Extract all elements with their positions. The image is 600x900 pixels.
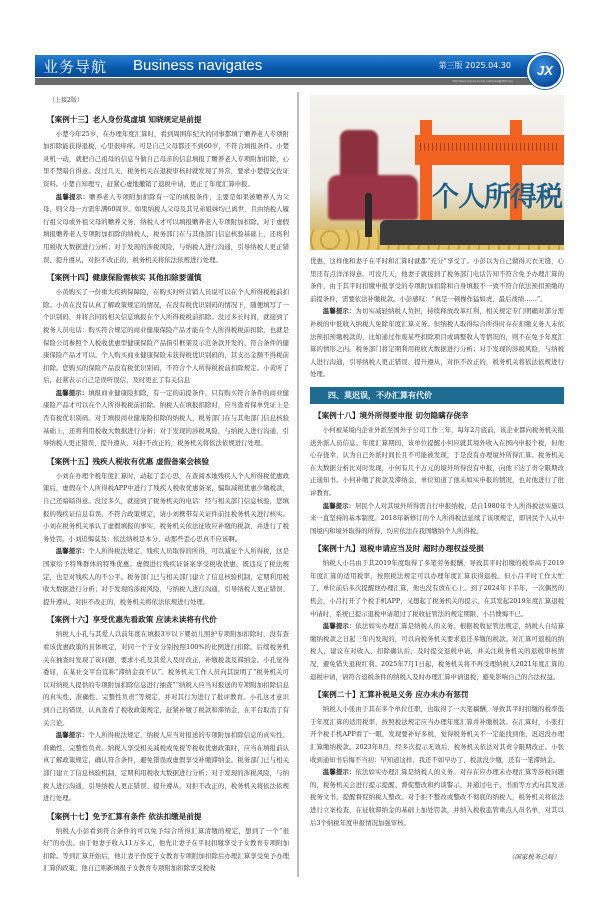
case-17-title: 【案例十七】免予汇算有条件 依法扣缴是前提 (47, 811, 202, 821)
section-heading-4: 四、莫迟误，不办汇算有代价 (310, 387, 564, 404)
case-14-body: 小黄购买了一份重大疾病保障险，在购买时听营销人员说可以在个人所得税税前扣除。小黄在没有认真了解政策规定的情况，在没有税优识别码的情况下，随便填写了一个识别码，并将合同的相关信息填报在个人所得税税前扣除。没过多长时间，就接到了税务人员电话：购买符合规定的商业健康保险产品才能在个人所得税税前扣除，也就是保险公司参照个人税收优惠型健康保险产品指引框架及示范条款开发的、符合条件的健康保险产品才可以。个人购买商业健康保险未获得税优识别码的，其支出金额不得税前扣除。您购买的保险产品没有税优识别码，不符合个人所得税税前扣除规定。小黄听了后，赶紧表示自己是误听误信，及时更正了有关信息 (43, 288, 289, 385)
column-divider (297, 92, 299, 877)
tip-label: 温馨提示： (55, 547, 89, 556)
case-13-title: 【案例十三】老人身份莫虚填 知晓规定是前提 (47, 114, 202, 124)
case-19-title: 【案例十九】退税申请应当及时 超时办理权益受损 (314, 544, 484, 554)
case-19-body: 纳税人小吕由于其2019年度取得了多笔劳务报酬，导致其平时扣缴的税率高于2019年度汇算的适用税率，按照税法规定可以办理年度汇算获得退税。但小吕平时工作太忙了，单位前后多次提醒他办理汇算，他也没有放在心上。到了2024年下半年，一次偶然的机会，小吕打开了个税手机APP，又想起了税务机关的提示，在其发起2019年度汇算退税申请时，系统已提示退税申请超过了税收征管法的规定期限，小吕懊悔不已。 (310, 559, 564, 618)
page-header-banner (35, 55, 535, 77)
case-18-tip: 温馨提示：居民个人对其境外所得需自行申报纳税，是自1980年个人所得税法实施以来一直坚持的基本制度。2018年新修订的个人所得税法延续了该项规定，即居民个人从中国境内和境外取得的所得，均应依法在我国缴纳个人所得税。 (310, 501, 565, 535)
case-17-body: 纳税人小彭看到符合条件的可以免予综合所得汇算清缴的规定，想到了一个“很好”的办法。由于他妻子收入11万多元，他先让妻子在平时扣缴享受子女教育专项附加扣除。等到汇算开始后，他让妻子作废子女教育专项附加扣除后办理汇算享受免予办理汇算的政策，他自己则新填报子女教育专项附加扣除享受税收 (43, 826, 289, 873)
case-20-tip: 温馨提示：依法如实办理汇算是纳税人的义务。对存在应办理未办理汇算等涉税问题的，税务机关会进行提示提醒、督促整改和约谈警示，并通过电子、书面等方式向其发送税务文书，提醒督促纳税人整改。对于拒不整改或整改不彻底的纳税人，税务机关将依法进行立案检查，在征收滞纳金的基础上加处罚款，并纳入税收监管重点人员名单，对其以后3个纳税年度申报情况加强审核。 (310, 768, 565, 827)
case-18-body: 小何被某境内企业外派至国外子公司工作三年，每年2月底前，该企业都向税务机关报送外派人员信息。年度汇算期间，该单位提醒小何应就其境外收入在国内申报个税，但他心存侥幸，认为自己外派时间长且不可能被发现，于是没有办理境外所得汇算。税务机关在大数据分析比对时发现，小何有几十万元的境外所得没有申报，向他下达了责令限期改正通知书。小何补缴了税款及滞纳金，单位知道了他未如实申报的情况，也对他进行了批评教育。 (310, 425, 564, 497)
source-attribution: （国家税务总局） (508, 853, 560, 862)
case-20-title: 【案例二十】汇算补税是义务 应办未办有惩罚 (314, 690, 469, 700)
case-17-body-cont: 优惠，这样他和妻子在平时和汇算时就都“充分”享受了。小彭以为自己做得天衣无缝，心里还有点洋洋得意。可没几天，他妻子就接到了税务部门电话告知不符合免予办理汇算的条件，由于其平时扣缴申报享受的专项附加扣除和自身填报不一致不符合依法预扣预缴的前提条件，需要依法补缴税款。小彭感叹：“真是一顿操作猛如虎，最后战绩……”。 (310, 257, 564, 303)
case-13-tip: 温馨提示：赡养老人专项附加扣除有一定的填报条件，主要是如果被赡养人为父母，则父母一方需年满60周岁。如果纳税人父母及其兄弟姐妹均已离世，且由纳税人履行祖父母或外祖父母的赡养义务，纳税人才可以填报赡养老人专项附加扣除。对于虚假填报赡养老人专项附加扣除的纳税人，税务部门在与其他部门信息核验基础上，还将利用税收大数据进行分析；对于发现的涉税风险，与纳税人进行沟通，引导纳税人更正错误、提升遵从，对拒不改正的，税务机关将依法依规进行处理。 (43, 192, 290, 264)
case-14-tip: 温馨提示：填报商业健康险扣除，有一定的前提条件，只有购买符合条件的商业健康险产品才可以在个人所得税税前扣除。纳税人在填报扣除时，应当查看保单凭证上是否有税优识别码。对于填报商业健康险扣除的纳税人，税务部门在与其他部门信息核验基础上，还将利用税收大数据进行分析；对于发现的涉税风险，与纳税人进行沟通，引导纳税人更正错误、提升遵从，对拒不改正的，税务机关将依法依规进行处理。 (43, 388, 290, 448)
case-16-tip: 温馨提示：个人所得税法规定，纳税人应当对报送的专项附加扣除信息的真实性、准确性、完整性负责。纳税人享受相关减税或免税等税收优惠政策时，应当在填报前认真了解政策规定，确认符合条件，避免错误或虚假享受补缴滞纳金。税务部门已与相关部门建立了信息核验机制，定期利用税收大数据进行分析；对于发现的涉税风险，与纳税人进行沟通，引导纳税人更正错误、提升遵从，对拒不改正的，税务机关将依法依规进行处理。 (43, 731, 290, 803)
tip-label: 温馨提示： (55, 388, 89, 397)
section-title-cn: 业务导航 (43, 58, 108, 76)
businessman-figure (365, 193, 372, 237)
case-13-body: 小楚今年25岁，在办理年度汇算时，看到周围年纪大的同事都填了赡养老人专项附加扣除能获得退税，心里很痒痒。可是自己父母都还不到60岁，不符合填报条件。小楚灵机一动，就把自己祖母的信息当做自己母亲的信息填报了赡养老人专项附加扣除，心里不禁暗自得意。没过几天，税务机关在退税审核时就发现了异常，要求小楚提交佐证资料。小楚自知理亏，赶紧心虚地撤销了退税申请，更正了年度汇算申报。 (43, 129, 289, 188)
calculator-icon (380, 220, 564, 245)
left-column (43, 95, 289, 875)
tip-label: 温馨提示： (322, 307, 356, 316)
income-tax-photo (310, 95, 564, 250)
case-19-tip: 温馨提示：依法如实办理汇算是纳税人的义务。根据税收征管法规定，纳税人自结算缴纳税款之日起三年内发现的，可以向税务机关要求退还多缴的税款。对汇算可退税的纳税人，建议在对收入、扣除确认后，及时提交退税申请，并关注税务机关的退税审核情况，避免错失退税红利。2025年7月1日起，税务机关将不再受理纳税人2021年度汇算的退税申请，请符合退税条件的纳税人及时办理汇算申请退税，避免影响自己的合法权益。 (310, 622, 565, 681)
tip-label: 温馨提示： (55, 192, 90, 201)
case-16-body: 纳税人小孔与其爱人以前年度在填报3岁以下婴幼儿照护专项附加扣除时，没有查看该优惠政策的具体规定，对同一个子女分别按照100%的比例进行扣除。后续税务机关在抽查时发现了该问题，要求小孔及其爱人及时改正，补缴税款及滞纳金。小孔觉得委屈，在某社交平台宣称“滞纳金我不认”。税务机关工作人员向其说明了“税务机关可以对纳税人提供的专项附加扣除信息进行抽查”“纳税人应当对报送的专项附加扣除信息的真实性、准确性、完整性负责”等规定，并对其行为进行了批评教育。小孔这才意识到自己的错误，认真查看了税收政策规定，赶紧补缴了税款和滞纳金，在平台取消了有关言论。 (43, 630, 289, 727)
header-subbar (35, 78, 535, 85)
case-15-tip: 温馨提示：个人所得税法规定，残疾人员取得的所得，可以减征个人所得税，这是国家给予特殊群体的特殊优惠。虚假进行残疾证备案享受税收优惠，既违反了税法规定，也是对残疾人的不公平。税务部门已与相关部门建立了信息核验机制，定期利用税收大数据进行分析；对于发现的涉税风险，与纳税人进行沟通，引导纳税人更正错误、提升遵从，对拒不改正的，税务机关将依法依规进行处理。 (43, 547, 290, 606)
newspaper-logo-icon: JX (527, 53, 563, 89)
tip-label: 温馨提示： (322, 501, 355, 510)
case-15-title: 【案例十五】残疾人税收有优惠 虚假备案会核验 (47, 456, 210, 466)
case-16-title: 【案例十六】享受优惠先看政策 应读未读将有代价 (47, 615, 217, 625)
tip-label: 温馨提示： (322, 768, 356, 777)
tip-label: 温馨提示： (55, 731, 89, 740)
case-14-title: 【案例十四】健康保险需核实 其他扣除要谨慎 (47, 273, 202, 283)
section-title-en: Business navigates (133, 57, 263, 74)
right-column (310, 255, 564, 864)
caliper-scale (420, 143, 560, 151)
case-18-title: 【案例十八】境外所得要申报 切勿隐瞒存侥幸 (314, 410, 469, 420)
case-17-tip: 温馨提示：为切实减轻纳税人负担，持续释放改革红利，相关规定专门明确对部分需补税的中低收入纳税人免除年度汇算义务。但纳税人取得综合所得时存在扣缴义务人未依法预扣预缴税款的，比如通过作废某些扣除项目或调整收入等情况的，则不在免予年度汇算的情形之内。税务部门将定期利用税收大数据进行分析；对于发现的涉税风险，与纳税人进行沟通，引导纳税人更正错误、提升遵从，对拒不改正的，税务机关将依法依规进行处理。 (310, 307, 565, 379)
case-20-body: 纳税人小张由于其在多个单位任职，也取得了一大笔稿酬，导致其平时扣缴的税率低于年度汇算的适用税率，按照税法规定应当办理年度汇算并补缴税款。在汇算时，小张打开个税手机APP看了一眼，发现要补好多税，觉得税务机关不一定能找到他，迟迟没办理汇算缴纳税款。2023年8月，经多次提示无效后，税务机关依法对其责令限期改正。小张收到通知书后悔不当初：早知道这样，我还不如早办了，税款没少缴，还有一笔滞纳金。 (310, 705, 564, 764)
stamp-base (328, 175, 418, 220)
case-15-body: 小刘在办理个税年度汇算时，动起了歪心思，在查阅本地残疾人个人所得税优惠政策后，虚假在个人所得税APP中进行了残疾人税收优惠备案，骗取减税优惠少缴税款，自己还暗暗得意。没过多久，就接到了税务机关的电话：经与相关部门信息核验，您填报的残疾证信息有误，不符合政策规定，请小刘携带有关证件前往税务机关进行核实。小刘在税务机关承认了虚假填报的事实，税务机关依法征收应补缴的税款，并进行了税务处罚。小刘追悔莫及：依法纳税是本分，动那些歪心思真不应该啊。 (43, 471, 289, 543)
edition-date: 第三版 2025.04.30 (438, 61, 511, 70)
contact-url: http://www.cnjx-ta.com E-mail:jxxw@163.com (452, 79, 513, 83)
continuation-note: （上接2版） (49, 97, 83, 104)
stamp-icon (340, 130, 378, 180)
photo-overlay-text: 个人所得税 (432, 182, 562, 213)
tip-label: 温馨提示： (322, 622, 356, 631)
